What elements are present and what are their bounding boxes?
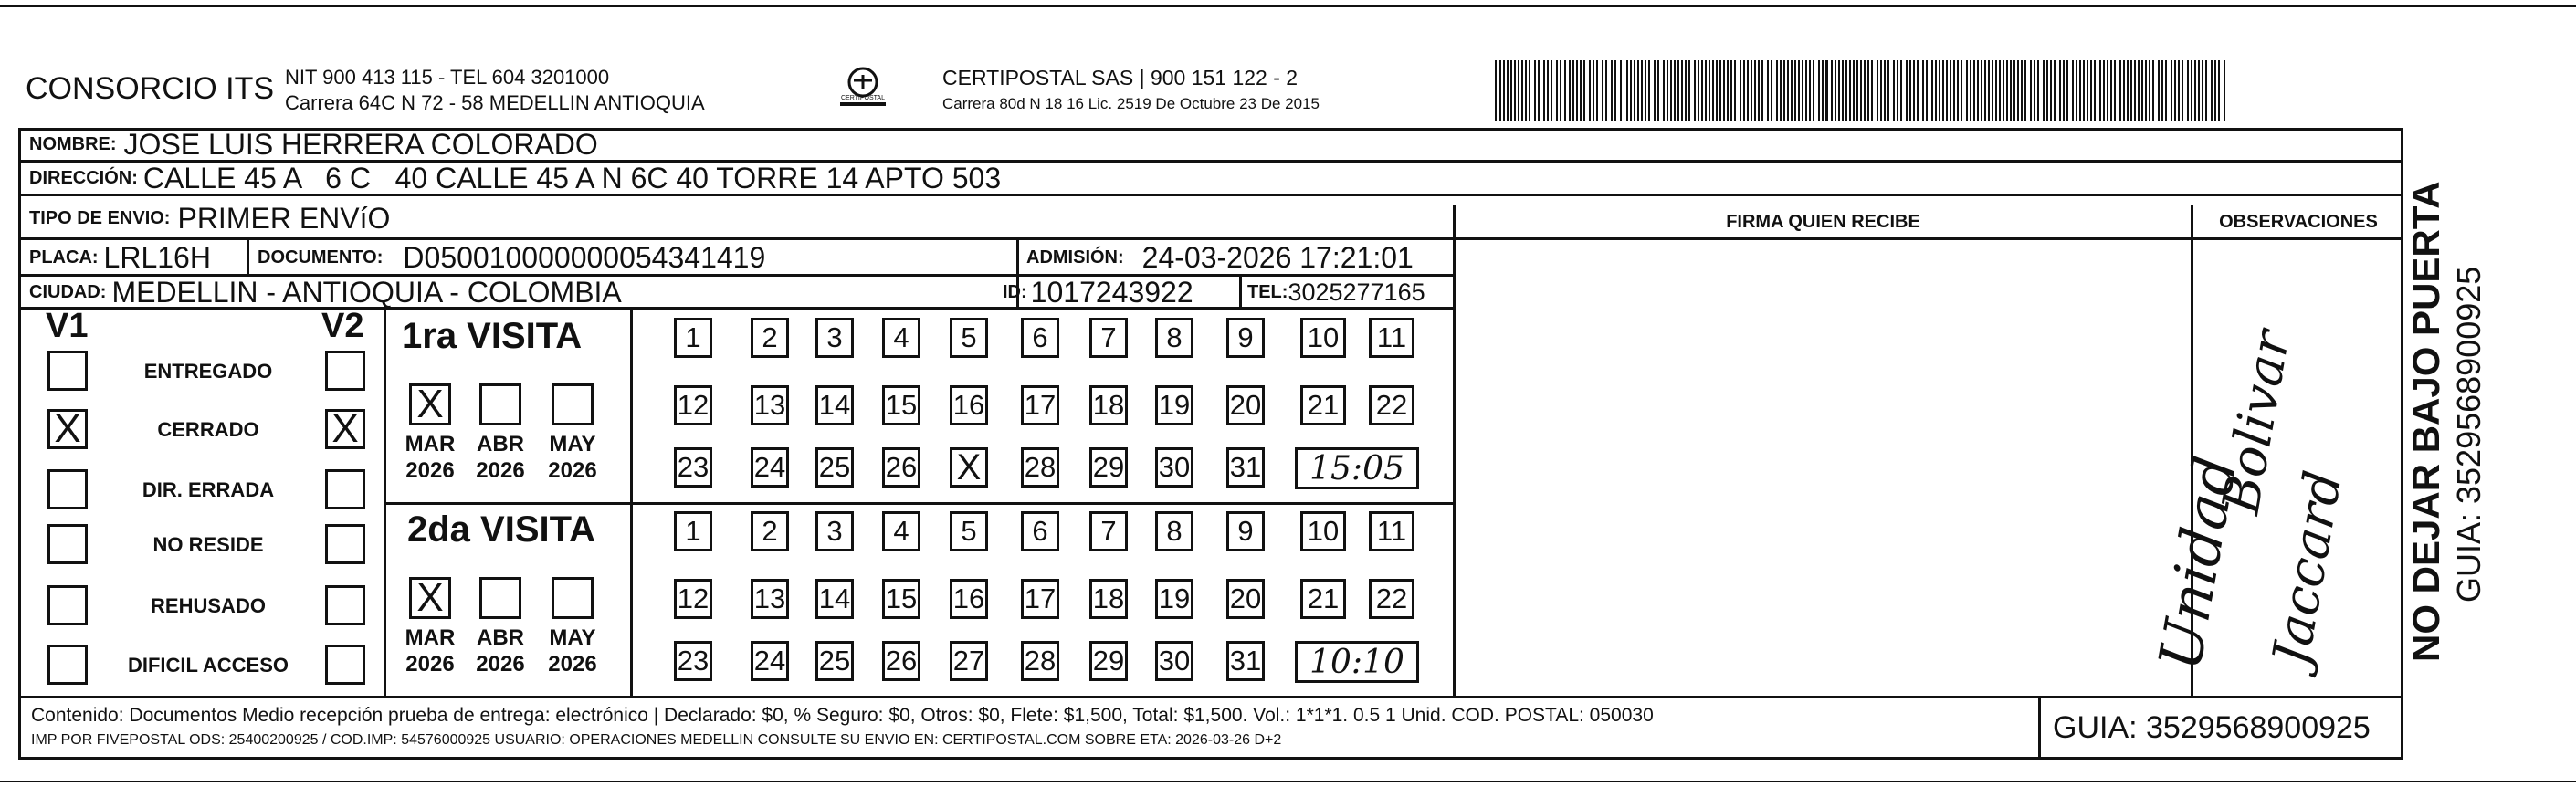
day-box[interactable]: 22 <box>1369 385 1414 425</box>
day-box[interactable]: 13 <box>751 579 789 619</box>
day-box[interactable]: 30 <box>1155 641 1193 681</box>
visit-time-box[interactable]: 10:10 <box>1295 641 1419 683</box>
documento-value: D050010000000054341419 <box>403 240 766 274</box>
check-mark: X <box>416 382 444 426</box>
v2-checkbox[interactable] <box>325 645 365 685</box>
day-box[interactable]: 15 <box>882 579 920 619</box>
day-box[interactable]: 31 <box>1226 447 1265 488</box>
nombre-row <box>29 128 598 161</box>
status-label: DIR. ERRADA <box>142 478 275 501</box>
day-box[interactable]: 18 <box>1089 579 1128 619</box>
status-label: ENTREGADO <box>143 360 273 383</box>
admision-cell <box>1026 240 1414 275</box>
direccion-label: DIRECCIÓN: <box>29 167 138 188</box>
day-box[interactable]: 21 <box>1300 385 1346 425</box>
day-box[interactable]: 18 <box>1089 385 1128 425</box>
day-box[interactable]: 25 <box>815 447 854 488</box>
documento-cell <box>258 240 765 275</box>
day-box[interactable]: 12 <box>674 385 712 425</box>
month-checkbox[interactable] <box>479 383 521 425</box>
day-box[interactable]: 5 <box>950 318 988 358</box>
day-box[interactable]: 5 <box>950 511 988 551</box>
first-visit-title: 1ra VISITA <box>402 316 583 356</box>
day-box[interactable]: 26 <box>882 447 920 488</box>
signature-line2: Bolivar <box>2211 326 2302 519</box>
placa-value: LRL16H <box>103 240 211 274</box>
admision-label: ADMISIÓN: <box>1026 247 1124 268</box>
tel-label: TEL: <box>1247 281 1288 302</box>
day-box[interactable]: 6 <box>1021 511 1059 551</box>
v1-checkbox[interactable] <box>47 351 88 391</box>
day-box[interactable]: 26 <box>882 641 920 681</box>
day-box[interactable]: 27 <box>950 641 988 681</box>
month-label: MAR 2026 <box>405 625 456 677</box>
imp-text: IMP POR FIVEPOSTAL ODS: 25400200925 / COD.IMP: 54576000925 USUARIO: OPERACIONES MEDELLIN CONSULTE SU ENVIO EN: CERTIPOSTAL.COM SOBRE ETA: 2026-03-26 D+2 <box>31 732 1282 748</box>
month-label: ABR 2026 <box>476 432 525 483</box>
placa-cell <box>29 240 211 275</box>
day-box[interactable]: 19 <box>1155 579 1193 619</box>
v2-checkbox[interactable] <box>325 585 365 625</box>
bottom-edge <box>0 781 2576 782</box>
company-name: CONSORCIO ITS <box>26 71 275 106</box>
day-box[interactable]: 22 <box>1369 579 1414 619</box>
signature-line1: Unidad <box>2146 451 2251 676</box>
nombre-value: JOSE LUIS HERRERA COLORADO <box>123 127 598 161</box>
day-box[interactable]: 3 <box>815 511 854 551</box>
v1-label: V1 <box>46 307 89 345</box>
direccion-row <box>29 162 1001 194</box>
v2-checkbox[interactable] <box>325 469 365 509</box>
day-box[interactable]: 19 <box>1155 385 1193 425</box>
month-label: ABR 2026 <box>476 625 525 677</box>
day-box[interactable]: 17 <box>1021 579 1059 619</box>
tipo-label: TIPO DE ENVIO: <box>29 207 171 228</box>
month-checkbox[interactable] <box>409 383 451 425</box>
side-warning: NO DEJAR BAJO PUERTA <box>2404 181 2447 662</box>
day-box[interactable]: 23 <box>674 447 712 488</box>
footer-guia: GUIA: 3529568900925 <box>2053 710 2371 745</box>
logo-text: CERTIPOSTAL <box>841 95 885 101</box>
day-box[interactable]: 28 <box>1021 447 1059 488</box>
day-box[interactable]: 24 <box>751 447 789 488</box>
month-checkbox[interactable] <box>409 577 451 619</box>
top-edge <box>0 5 2576 7</box>
direccion-value: CALLE 45 A 6 C 40 CALLE 45 A N 6C 40 TORRE 14 APTO 503 <box>142 161 1002 194</box>
company-address: Carrera 64C N 72 - 58 MEDELLIN ANTIOQUIA <box>285 91 705 114</box>
observaciones-label: OBSERVACIONES <box>2219 211 2378 232</box>
certipostal-logo <box>836 64 890 114</box>
visit-time-box[interactable]: 15:05 <box>1295 447 1419 489</box>
contenido-text: Contenido: Documentos Medio recepción prueba de entrega: electrónico | Declarado: $0, % Seguro: $0, Otros: $0, Flete: $1,500, Total: $1,500. Vol.: 1*1*1. 0.5 1 Unid. COD. POSTAL: 050030 <box>31 705 1654 726</box>
nombre-label: NOMBRE: <box>29 133 117 154</box>
id-cell <box>1003 276 1193 309</box>
documento-label: DOCUMENTO: <box>258 247 384 268</box>
month-label: MAY 2026 <box>548 432 597 483</box>
v1-checkbox[interactable] <box>47 585 88 625</box>
second-visit-title: 2da VISITA <box>407 509 595 550</box>
month-checkbox[interactable] <box>552 577 594 619</box>
day-box[interactable]: 7 <box>1089 318 1128 358</box>
day-box[interactable]: 30 <box>1155 447 1193 488</box>
v2-checkbox[interactable] <box>325 524 365 564</box>
day-box[interactable]: 20 <box>1226 385 1265 425</box>
day-box[interactable]: 31 <box>1226 641 1265 681</box>
day-box[interactable]: 3 <box>815 318 854 358</box>
day-box[interactable]: 8 <box>1155 511 1193 551</box>
day-box[interactable]: 17 <box>1021 385 1059 425</box>
day-box[interactable]: 28 <box>1021 641 1059 681</box>
day-box[interactable]: 14 <box>815 579 854 619</box>
v1-checkbox[interactable] <box>47 524 88 564</box>
status-label: REHUSADO <box>151 594 266 617</box>
barcode <box>1495 60 2225 121</box>
day-box[interactable]: 13 <box>751 385 789 425</box>
day-box[interactable]: 4 <box>882 511 920 551</box>
day-box[interactable]: 2 <box>751 318 789 358</box>
v1-checkbox[interactable] <box>47 406 88 451</box>
v2-label: V2 <box>321 307 364 345</box>
day-box[interactable]: 2 <box>751 511 789 551</box>
tel-value: 3025277165 <box>1288 278 1425 306</box>
day-box[interactable]: 9 <box>1226 318 1265 358</box>
carrier-name: CERTIPOSTAL SAS | 900 151 122 - 2 <box>942 66 1299 89</box>
day-box[interactable]: 16 <box>950 385 988 425</box>
placa-label: PLACA: <box>29 247 99 268</box>
v2-checkbox[interactable] <box>325 351 365 391</box>
day-box[interactable]: 10 <box>1300 511 1346 551</box>
day-box[interactable]: 23 <box>674 641 712 681</box>
day-box[interactable]: 10 <box>1300 318 1346 358</box>
tipo-row <box>29 200 390 236</box>
day-box[interactable]: 11 <box>1369 511 1414 551</box>
check-mark: X <box>956 446 982 488</box>
status-label: CERRADO <box>157 418 259 441</box>
day-box[interactable] <box>950 447 988 488</box>
day-box[interactable]: 14 <box>815 385 854 425</box>
v1-checkbox[interactable] <box>47 469 88 509</box>
day-box[interactable]: 1 <box>674 511 712 551</box>
month-label: MAY 2026 <box>548 625 597 677</box>
v1-checkbox[interactable] <box>47 645 88 685</box>
day-box[interactable]: 25 <box>815 641 854 681</box>
v2-checkbox[interactable] <box>325 406 365 451</box>
admision-value: 24-03-2026 17:21:01 <box>1141 240 1414 274</box>
day-box[interactable]: 20 <box>1226 579 1265 619</box>
month-checkbox[interactable] <box>479 577 521 619</box>
id-label: ID: <box>1003 281 1027 302</box>
handwritten-signature <box>2146 326 2411 694</box>
month-label: MAR 2026 <box>405 432 456 483</box>
check-mark: X <box>331 406 359 451</box>
day-box[interactable]: 1 <box>674 318 712 358</box>
day-box[interactable]: 4 <box>882 318 920 358</box>
day-box[interactable]: 16 <box>950 579 988 619</box>
day-box[interactable]: 24 <box>751 641 789 681</box>
month-checkbox[interactable] <box>552 383 594 425</box>
carrier-address: Carrera 80d N 18 16 Lic. 2519 De Octubre 23 De 2015 <box>942 95 1320 112</box>
signature-line3: Jaccard <box>2261 467 2354 670</box>
day-box[interactable]: 15 <box>882 385 920 425</box>
day-box[interactable]: 6 <box>1021 318 1059 358</box>
status-label: DIFICIL ACCESO <box>127 654 289 677</box>
day-box[interactable]: 29 <box>1089 641 1128 681</box>
tel-cell <box>1247 276 1425 309</box>
firma-label: FIRMA QUIEN RECIBE <box>1726 211 1920 232</box>
check-mark: X <box>54 406 81 451</box>
side-guia: GUIA: 3529568900925 <box>2450 266 2487 603</box>
day-box[interactable]: 9 <box>1226 511 1265 551</box>
day-box[interactable]: 11 <box>1369 318 1414 358</box>
tipo-value: PRIMER ENVíO <box>177 201 391 235</box>
check-mark: X <box>416 575 444 620</box>
day-box[interactable]: 8 <box>1155 318 1193 358</box>
day-box[interactable]: 21 <box>1300 579 1346 619</box>
ciudad-label: CIUDAD: <box>29 281 107 302</box>
ciudad-cell <box>29 276 622 309</box>
status-label: NO RESIDE <box>152 533 264 556</box>
day-box[interactable]: 7 <box>1089 511 1128 551</box>
company-nit: NIT 900 413 115 - TEL 604 3201000 <box>285 66 610 89</box>
day-box[interactable]: 29 <box>1089 447 1128 488</box>
day-box[interactable]: 12 <box>674 579 712 619</box>
id-value: 1017243922 <box>1030 275 1193 309</box>
ciudad-value: MEDELLIN - ANTIOQUIA - COLOMBIA <box>111 275 622 309</box>
